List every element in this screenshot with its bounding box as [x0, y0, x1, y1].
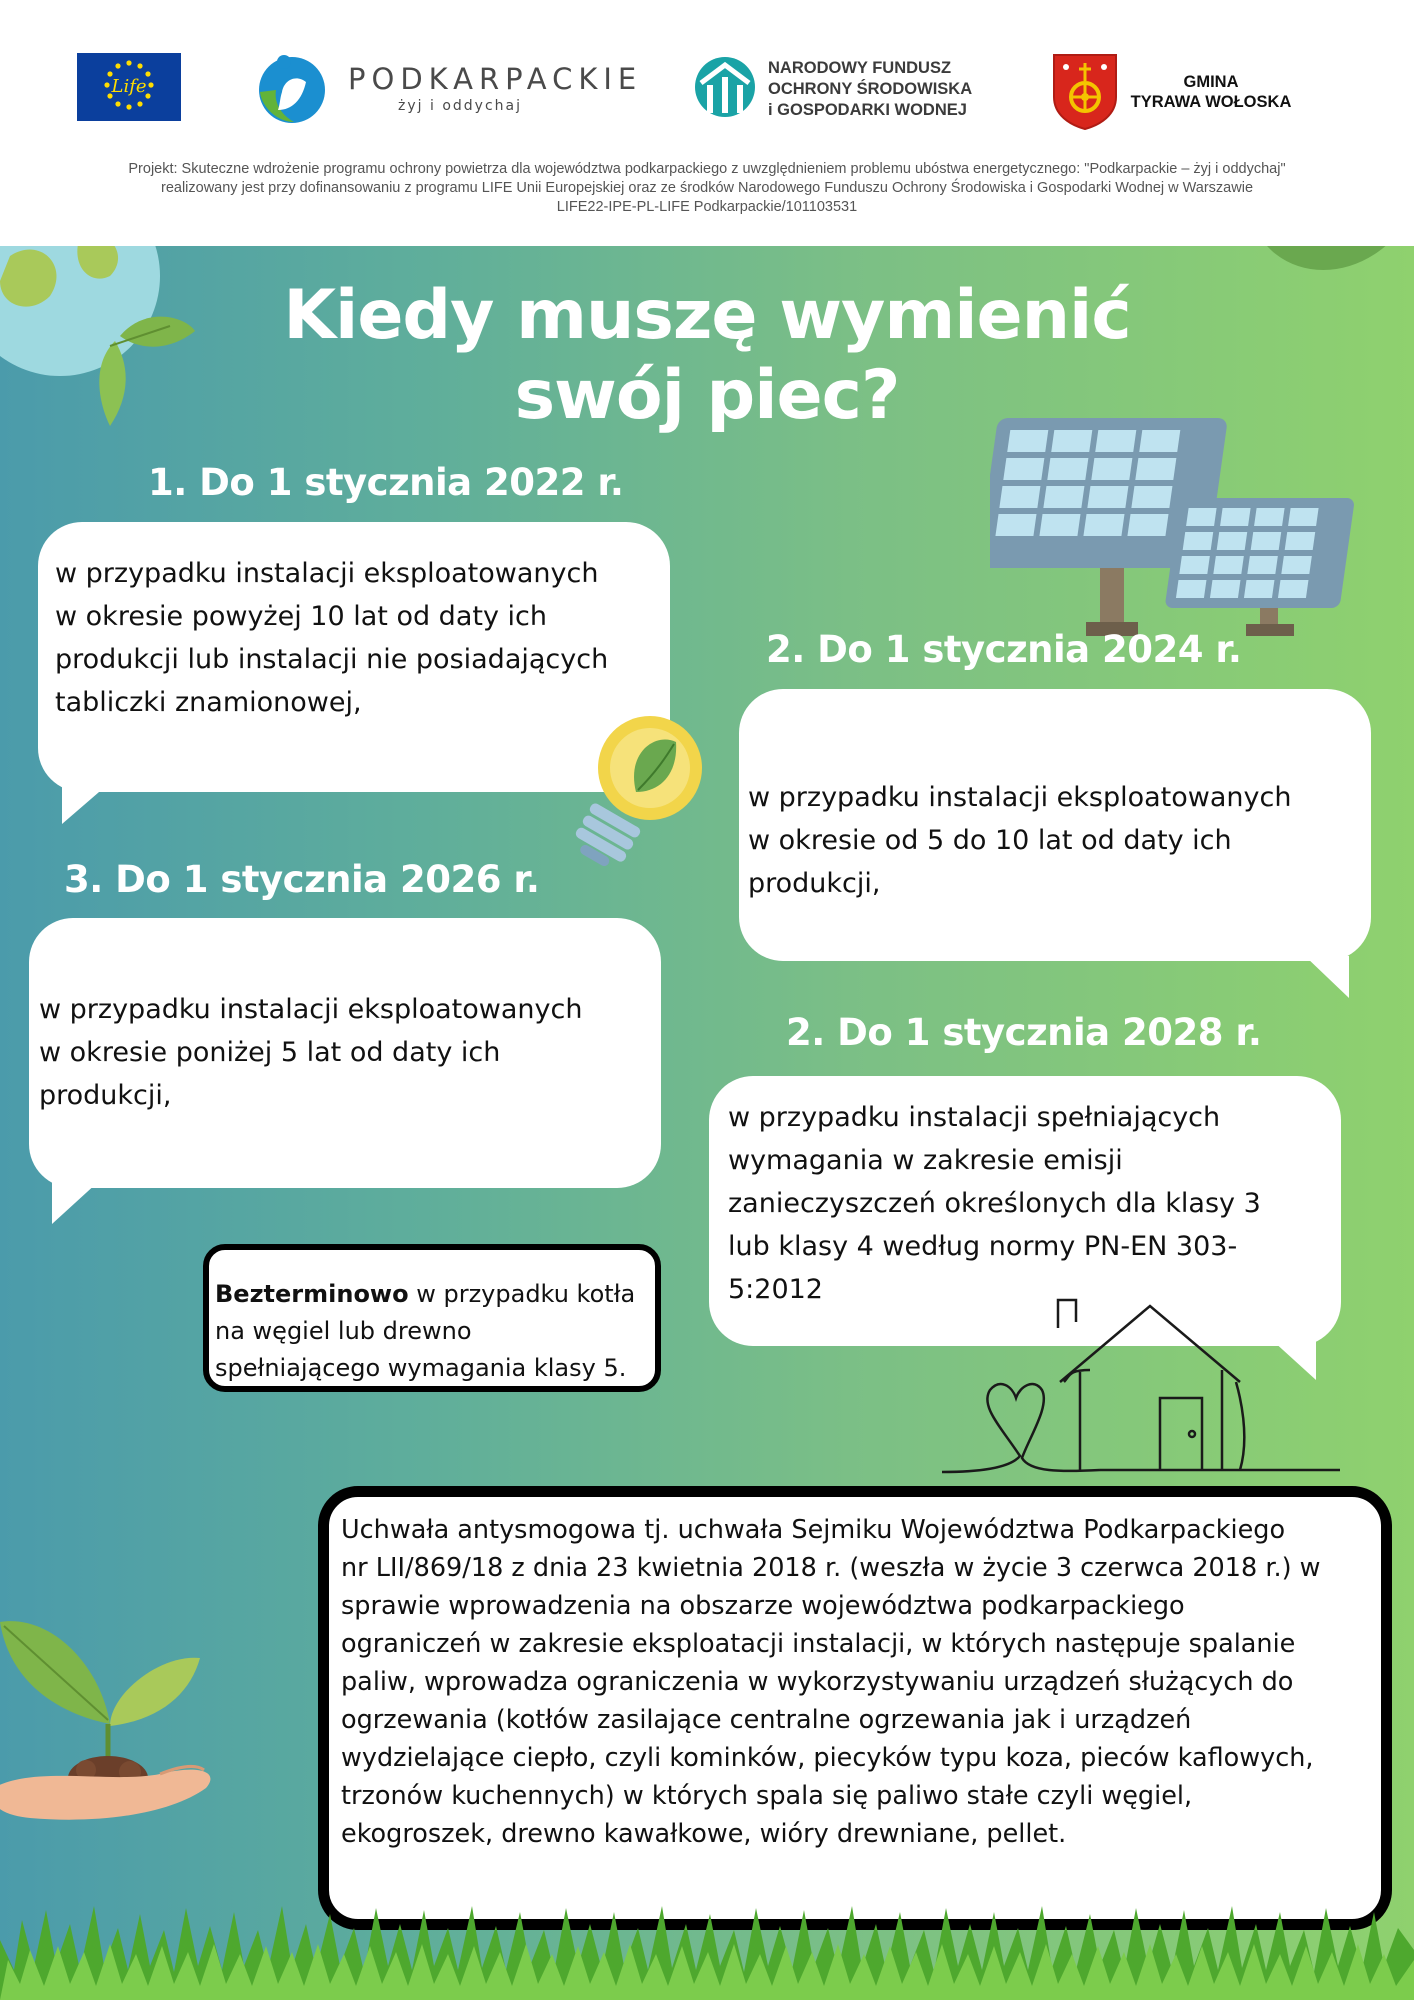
resolution-line: sprawie wprowadzenia na obszarze województwa podkarpackiego: [341, 1591, 1185, 1621]
podkarpackie-logo-icon: [252, 52, 328, 124]
grass-icon: [0, 1900, 1414, 2000]
indefinite-line: na węgiel lub drewno: [215, 1317, 472, 1345]
nfos-logo-line: NARODOWY FUNDUSZ: [768, 59, 952, 77]
podkarpackie-logo-text: PODKARPACKIE: [348, 62, 643, 96]
deadline-heading-2024: 2. Do 1 stycznia 2024 r.: [766, 628, 1242, 671]
title-line: swój piec?: [514, 356, 900, 435]
indefinite-line-rest: w przypadku kotła: [408, 1280, 636, 1308]
bubble-line: lub klasy 4 według normy PN-EN 303-: [728, 1231, 1238, 1262]
lightbulb-leaf-icon: [566, 712, 716, 882]
bubble-tail: [62, 786, 106, 824]
bubble-line: w przypadku instalacji eksploatowanych: [55, 558, 599, 589]
life-logo-text: Life: [111, 76, 147, 97]
resolution-line: nr LII/869/18 z dnia 23 kwietnia 2018 r. (weszła w życie 3 czerwca 2018 r.) w: [341, 1553, 1321, 1583]
resolution-line: paliw, wprowadza ograniczenia w wykorzystywaniu urządzeń służących do: [341, 1667, 1294, 1697]
indefinite-keyword: Bezterminowo: [215, 1280, 409, 1308]
bubble-line: produkcji,: [39, 1080, 172, 1111]
deadline-heading-2026: 3. Do 1 stycznia 2026 r.: [64, 858, 540, 901]
bubble-line: w okresie od 5 do 10 lat od daty ich: [748, 824, 1232, 856]
resolution-box: [318, 1486, 1392, 1930]
bubble-line: wymagania w zakresie emisji: [728, 1145, 1123, 1176]
project-note-line: Projekt: Skuteczne wdrożenie programu ochrony powietrza dla województwa podkarpackiego z uwzględnieniem problemu ubóstwa energetycznego: "Podkarpackie – żyj i oddychaj": [128, 161, 1286, 177]
nfos-logo-line: i GOSPODARKI WODNEJ: [768, 101, 967, 119]
bubble-line: produkcji,: [748, 867, 881, 899]
deadline-bubble-2026: [29, 918, 661, 1188]
life-logo-icon: [77, 53, 181, 121]
deadline-heading-2022: 1. Do 1 stycznia 2022 r.: [148, 461, 624, 504]
bubble-line: produkcji lub instalacji nie posiadających: [55, 644, 609, 675]
deadline-heading-2028: 2. Do 1 stycznia 2028 r.: [786, 1011, 1262, 1054]
resolution-line: ekogroszek, drewno kawałkowe, wióry drewniane, pellet.: [341, 1819, 1067, 1849]
bubble-line: w okresie poniżej 5 lat od daty ich: [39, 1037, 501, 1068]
solar-panel-icon: [990, 408, 1370, 648]
project-note: [40, 160, 1374, 217]
resolution-line: wydzielające ciepło, czyli kominków, piecyków typu koza, pieców kaflowych,: [341, 1743, 1314, 1773]
bubble-tail: [1305, 956, 1349, 998]
resolution-line: ogrzewania (kotłów zasilające centralne ogrzewania jak i urządzeń: [341, 1705, 1192, 1735]
indefinite-line: [215, 1276, 655, 1313]
bubble-line: 5:2012: [728, 1274, 823, 1305]
nfos-logo-icon: [693, 55, 757, 121]
poster: [0, 246, 1414, 2000]
indefinite-line: spełniającego wymagania klasy 5.: [215, 1354, 627, 1382]
gmina-logo-line: GMINA: [1183, 73, 1239, 91]
bubble-line: w okresie powyżej 10 lat od daty ich: [55, 601, 547, 632]
plant-hand-icon: [0, 1614, 230, 1834]
indefinite-box: [203, 1244, 661, 1392]
nfos-logo-line: OCHRONY ŚRODOWISKA: [768, 80, 973, 98]
resolution-line: trzonów kuchennych) w których spala się paliwo stałe czyli węgiel,: [341, 1781, 1193, 1811]
bubble-line: zanieczyszczeń określonych dla klasy 3: [728, 1188, 1261, 1219]
gmina-logo-text: [1126, 72, 1296, 112]
gmina-crest-icon: [1052, 53, 1118, 131]
resolution-line: Uchwała antysmogowa tj. uchwała Sejmiku Województwa Podkarpackiego: [341, 1515, 1286, 1545]
bubble-tail: [52, 1182, 98, 1224]
bubble-line: w przypadku instalacji eksploatowanych: [748, 781, 1292, 813]
house-line-icon: [940, 1286, 1350, 1476]
resolution-line: ograniczeń w zakresie eksploatacji instalacji, w których następuje spalanie: [341, 1629, 1296, 1659]
nfos-logo-text: [768, 58, 998, 121]
bubble-line: tabliczki znamionowej,: [55, 687, 362, 718]
bubble-line: w przypadku instalacji spełniających: [728, 1102, 1221, 1133]
project-note-line: realizowany jest przy dofinansowaniu z programu LIFE Unii Europejskiej oraz ze środków Narodowego Funduszu Ochrony Środowiska i Gospodarki Wodnej w Warszawie: [160, 180, 1254, 196]
leaf-icon: [1262, 246, 1392, 280]
header: [0, 0, 1414, 246]
bubble-line: w przypadku instalacji eksploatowanych: [39, 994, 583, 1025]
deadline-bubble-2024: [739, 689, 1371, 961]
title-line: Kiedy muszę wymienić: [283, 276, 1131, 355]
gmina-logo-line: TYRAWA WOŁOSKA: [1130, 93, 1292, 111]
podkarpackie-logo-subtitle: żyj i oddychaj: [398, 98, 522, 114]
project-note-line: LIFE22-IPE-PL-LIFE Podkarpackie/101103531: [556, 199, 858, 215]
